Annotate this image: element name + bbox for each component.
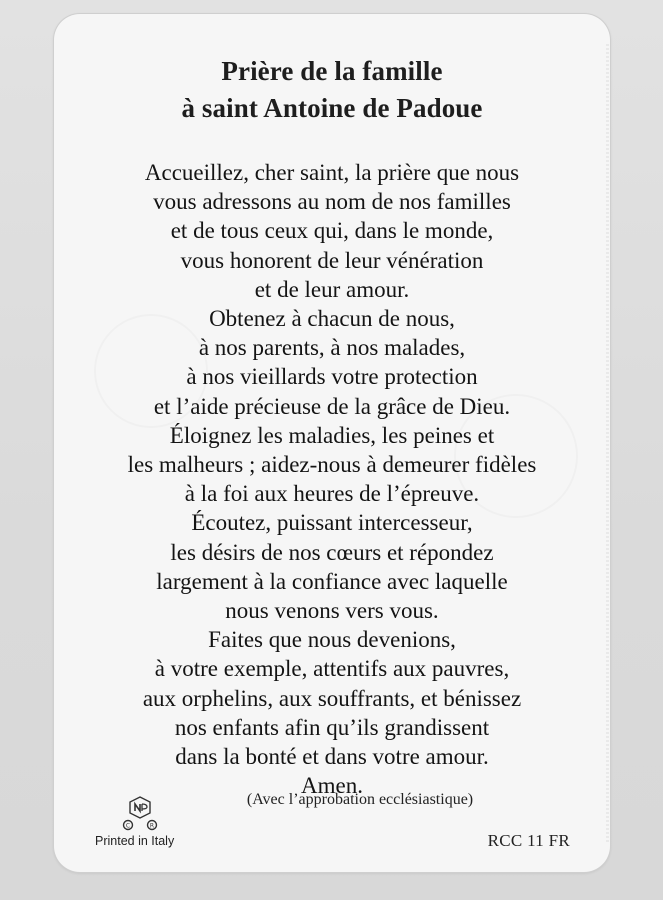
card-title-line-1: Prière de la famille [221, 56, 443, 86]
prayer-line: à votre exemple, attentifs aux pauvres, [154, 656, 510, 682]
prayer-line: aux orphelins, aux souffrants, et bénissez [142, 685, 522, 711]
prayer-line: à nos parents, à nos malades, [198, 335, 466, 361]
reference-code: RCC 11 FR [487, 831, 570, 850]
prayer-line: Obtenez à chacun de nous, [209, 306, 455, 332]
prayer-line: nos enfants afin qu’ils grandissent [174, 714, 490, 740]
prayer-line: largement à la confiance avec laquelle [156, 568, 508, 594]
prayer-line: vous adressons au nom de nos familles [153, 189, 511, 215]
prayer-line: et de tous ceux qui, dans le monde, [170, 218, 494, 244]
svg-text:C: C [125, 822, 131, 830]
prayer-line: les désirs de nos cœurs et répondez [170, 539, 494, 565]
prayer-line: Accueillez, cher saint, la prière que nous [144, 160, 520, 185]
prayer-card [54, 14, 610, 872]
prayer-line: dans la bonté et dans votre amour. [175, 744, 489, 770]
prayer-line: Écoutez, puissant intercesseur, [191, 510, 473, 536]
card-title-line-2: à saint Antoine de Padoue [181, 93, 483, 123]
svg-text:R: R [149, 822, 155, 830]
prayer-line: Faites que nous devenions, [208, 627, 456, 653]
prayer-line: Amen. [301, 773, 363, 799]
prayer-line: et de leur amour. [254, 276, 410, 302]
prayer-line: à nos vieillards votre protection [186, 364, 478, 390]
prayer-text [54, 158, 610, 800]
prayer-line: Éloignez les maladies, les peines et [169, 422, 495, 448]
prayer-line: vous honorent de leur vénération [180, 247, 484, 273]
approval-note: (Avec l’approbation ecclésiastique) [246, 791, 474, 808]
printed-in-label: Printed in Italy [95, 834, 175, 848]
prayer-line: et l’aide précieuse de la grâce de Dieu. [153, 393, 511, 419]
prayer-line: les malheurs ; aidez-nous à demeurer fidèles [127, 452, 537, 478]
prayer-line: à la foi aux heures de l’épreuve. [184, 481, 480, 507]
prayer-line: nous venons vers vous. [225, 598, 439, 624]
